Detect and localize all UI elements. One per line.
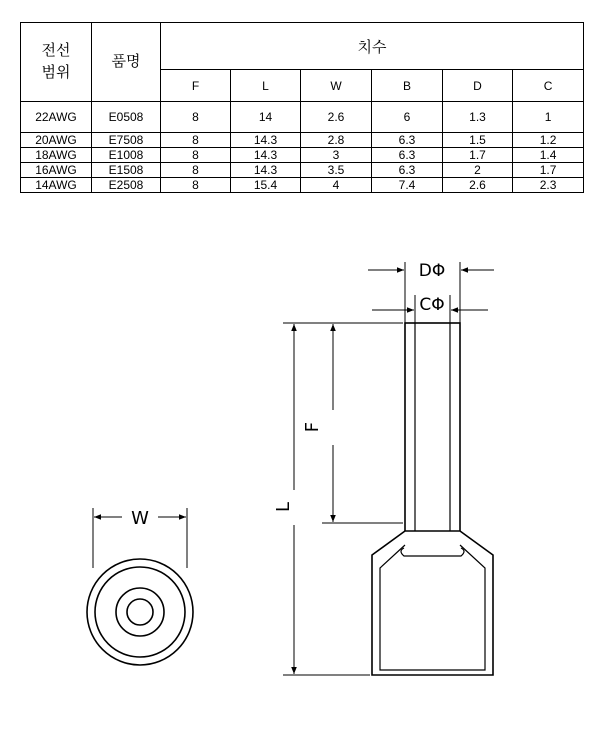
cell-f: 8 (161, 102, 231, 133)
cell-wire-range: 18AWG (21, 148, 92, 163)
cell-w: 2.6 (301, 102, 372, 133)
cell-product-name: E1008 (92, 148, 161, 163)
cell-product-name: E7508 (92, 133, 161, 148)
f-label: F (302, 421, 323, 433)
cell-c: 1.7 (513, 163, 584, 178)
cell-l: 14.3 (231, 133, 301, 148)
header-product-name: 품명 (92, 23, 161, 102)
cell-product-name: E0508 (92, 102, 161, 133)
cell-d: 1.7 (443, 148, 513, 163)
cell-wire-range: 20AWG (21, 133, 92, 148)
column-header-f: F (161, 70, 231, 102)
cell-d: 2 (443, 163, 513, 178)
cell-l: 14.3 (231, 163, 301, 178)
cell-c: 1.4 (513, 148, 584, 163)
cell-c: 1 (513, 102, 584, 133)
cell-f: 8 (161, 133, 231, 148)
cell-product-name: E1508 (92, 163, 161, 178)
column-header-c: C (513, 70, 584, 102)
cell-l: 14.3 (231, 148, 301, 163)
cell-c: 1.2 (513, 133, 584, 148)
cell-product-name: E2508 (92, 178, 161, 193)
cell-w: 4 (301, 178, 372, 193)
cell-l: 15.4 (231, 178, 301, 193)
cell-b: 6.3 (372, 133, 443, 148)
w-label: W (131, 508, 149, 529)
column-header-b: B (372, 70, 443, 102)
cell-wire-range: 14AWG (21, 178, 92, 193)
metal-tube (405, 323, 460, 551)
column-header-d: D (443, 70, 513, 102)
cell-f: 8 (161, 148, 231, 163)
cell-b: 6 (372, 102, 443, 133)
end-view (87, 508, 193, 665)
header-dimensions: 치수 (161, 23, 584, 70)
cell-d: 1.5 (443, 133, 513, 148)
cell-c: 2.3 (513, 178, 584, 193)
cell-b: 7.4 (372, 178, 443, 193)
cell-wire-range: 22AWG (21, 102, 92, 133)
column-header-w: W (301, 70, 372, 102)
side-view (273, 261, 494, 675)
cell-d: 1.3 (443, 102, 513, 133)
header-wire-range-line1: 전선 (41, 42, 71, 59)
cell-d: 2.6 (443, 178, 513, 193)
end-view-outer-ring (87, 559, 193, 665)
end-view-bore (127, 599, 153, 625)
cell-b: 6.3 (372, 148, 443, 163)
cell-w: 3 (301, 148, 372, 163)
end-view-tube-ring (116, 588, 164, 636)
header-wire-range-line2: 범위 (41, 64, 71, 81)
column-header-l: L (231, 70, 301, 102)
cell-w: 3.5 (301, 163, 372, 178)
cell-b: 6.3 (372, 163, 443, 178)
end-view-collar-ring (95, 567, 185, 657)
insulation-collar (372, 531, 493, 675)
c-label: CΦ (419, 295, 445, 315)
l-label: L (273, 501, 294, 513)
cell-l: 14 (231, 102, 301, 133)
cell-wire-range: 16AWG (21, 163, 92, 178)
cell-f: 8 (161, 178, 231, 193)
cell-w: 2.8 (301, 133, 372, 148)
d-label: DΦ (418, 261, 446, 281)
cell-f: 8 (161, 163, 231, 178)
